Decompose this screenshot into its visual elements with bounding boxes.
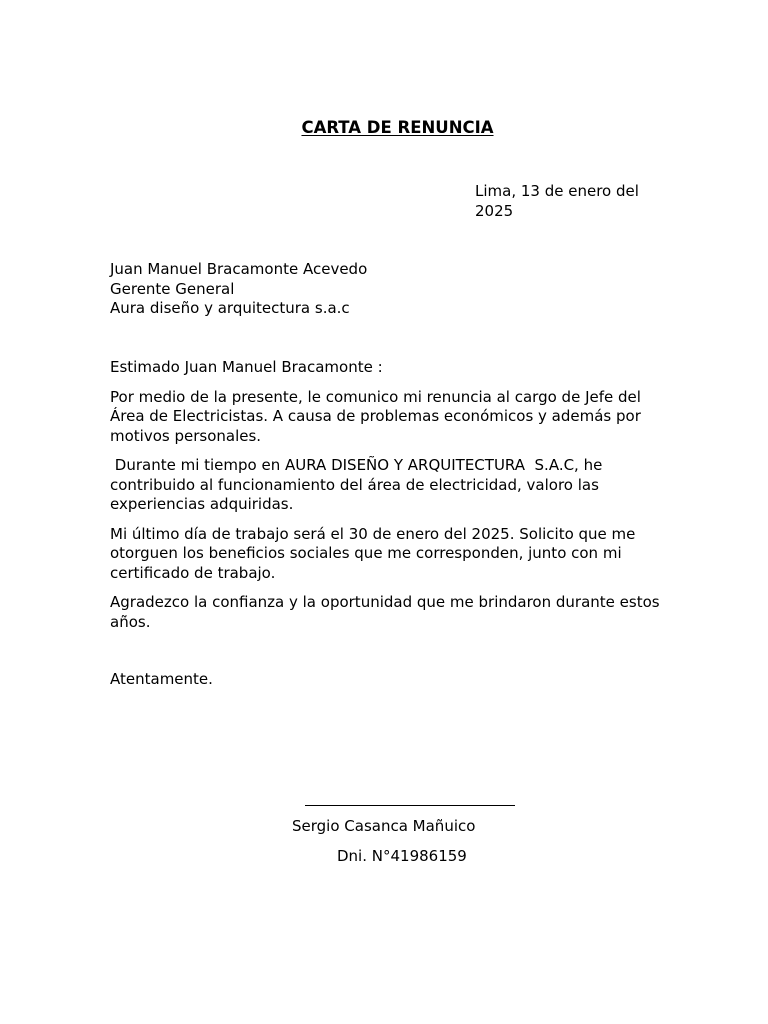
paragraph-4: Agradezco la confianza y la oportunidad que me brindaron durante estos años. xyxy=(110,593,660,631)
signature-line xyxy=(305,797,515,806)
letter-body xyxy=(110,358,670,642)
paragraph-2-text: Durante mi tiempo en AURA DISEÑO Y ARQUITECTURA S.A.C, he contribuido al funcionamiento del área de electricidad, valoro las experiencias adquiridas. xyxy=(110,456,608,513)
letter-title: CARTA DE RENUNCIA xyxy=(301,118,494,137)
letter-date xyxy=(475,182,675,221)
salutation: Estimado Juan Manuel Bracamonte : xyxy=(110,358,383,376)
paragraph-1: Por medio de la presente, le comunico mi renuncia al cargo de Jefe del Área de Electricistas. A causa de problemas económicos y además por motivos personales. xyxy=(110,387,641,445)
paragraph-3: Mi último día de trabajo será el 30 de enero del 2025. Solicito que me otorguen los beneficios sociales que me corresponden, junto con mi certificado de trabajo. xyxy=(110,524,636,582)
recipient-company: Aura diseño y arquitectura s.a.c xyxy=(110,299,350,317)
signature-dni: Dni. N°41986159 xyxy=(337,847,467,865)
recipient-position: Gerente General xyxy=(110,279,235,298)
signature-name: Sergio Casanca Mañuico xyxy=(292,817,476,835)
paragraph-2 xyxy=(110,456,670,515)
date-line-1: Lima, 13 de enero del xyxy=(475,182,639,200)
date-line-2: 2025 xyxy=(475,201,514,220)
recipient-block xyxy=(110,260,670,319)
closing: Atentamente. xyxy=(110,670,213,688)
recipient-name: Juan Manuel Bracamonte Acevedo xyxy=(110,260,368,278)
